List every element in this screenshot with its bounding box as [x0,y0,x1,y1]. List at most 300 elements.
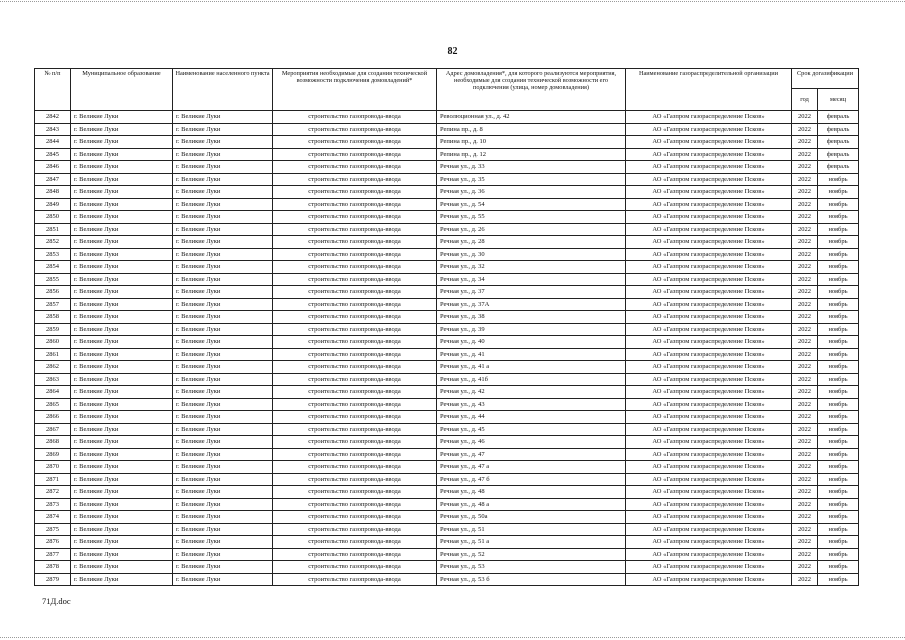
cell-org: АО «Газпром газораспределение Псков» [626,423,792,436]
cell-year: 2022 [792,211,818,224]
cell-measures: строительство газопровода-ввода [273,323,437,336]
cell-address: Речная ул., д. 54 [437,198,626,211]
cell-address: Революционная ул., д. 42 [437,111,626,124]
table-row [35,498,859,511]
cell-measures: строительство газопровода-ввода [273,148,437,161]
cell-measures: строительство газопровода-ввода [273,161,437,174]
col-header-settlement: Наименование населенного пункта [173,69,273,111]
cell-year: 2022 [792,111,818,124]
table-row [35,248,859,261]
cell-measures: строительство газопровода-ввода [273,286,437,299]
cell-month: ноябрь [818,386,859,399]
cell-measures: строительство газопровода-ввода [273,373,437,386]
table-row [35,461,859,474]
cell-settlement: г. Великие Луки [173,273,273,286]
cell-num: 2859 [35,323,71,336]
cell-settlement: г. Великие Луки [173,473,273,486]
cell-municipality: г. Великие Луки [71,273,173,286]
cell-org: АО «Газпром газораспределение Псков» [626,473,792,486]
cell-org: АО «Газпром газораспределение Псков» [626,523,792,536]
cell-municipality: г. Великие Луки [71,361,173,374]
table-row [35,548,859,561]
cell-settlement: г. Великие Луки [173,336,273,349]
cell-year: 2022 [792,436,818,449]
cell-year: 2022 [792,373,818,386]
cell-municipality: г. Великие Луки [71,286,173,299]
cell-settlement: г. Великие Луки [173,386,273,399]
cell-month: ноябрь [818,548,859,561]
cell-settlement: г. Великие Луки [173,561,273,574]
cell-municipality: г. Великие Луки [71,186,173,199]
cell-settlement: г. Великие Луки [173,573,273,586]
cell-month: февраль [818,111,859,124]
table-row [35,286,859,299]
cell-settlement: г. Великие Луки [173,123,273,136]
cell-municipality: г. Великие Луки [71,223,173,236]
cell-org: АО «Газпром газораспределение Псков» [626,236,792,249]
cell-address: Речная ул., д. 50а [437,511,626,524]
cell-month: ноябрь [818,448,859,461]
cell-month: ноябрь [818,186,859,199]
cell-org: АО «Газпром газораспределение Псков» [626,548,792,561]
table-row [35,486,859,499]
cell-municipality: г. Великие Луки [71,111,173,124]
cell-municipality: г. Великие Луки [71,236,173,249]
cell-address: Речная ул., д. 41 [437,348,626,361]
cell-measures: строительство газопровода-ввода [273,511,437,524]
cell-org: АО «Газпром газораспределение Псков» [626,186,792,199]
cell-year: 2022 [792,461,818,474]
cell-year: 2022 [792,286,818,299]
cell-settlement: г. Великие Луки [173,148,273,161]
cell-settlement: г. Великие Луки [173,211,273,224]
cell-municipality: г. Великие Луки [71,411,173,424]
cell-address: Репина пр., д. 12 [437,148,626,161]
cell-year: 2022 [792,298,818,311]
cell-municipality: г. Великие Луки [71,498,173,511]
cell-num: 2871 [35,473,71,486]
cell-num: 2860 [35,336,71,349]
cell-year: 2022 [792,361,818,374]
cell-month: ноябрь [818,511,859,524]
table-row [35,348,859,361]
cell-org: АО «Газпром газораспределение Псков» [626,486,792,499]
cell-municipality: г. Великие Луки [71,348,173,361]
cell-year: 2022 [792,198,818,211]
cell-year: 2022 [792,486,818,499]
cell-org: АО «Газпром газораспределение Псков» [626,111,792,124]
cell-year: 2022 [792,536,818,549]
cell-num: 2857 [35,298,71,311]
cell-num: 2878 [35,561,71,574]
cell-settlement: г. Великие Луки [173,311,273,324]
cell-municipality: г. Великие Луки [71,173,173,186]
cell-num: 2851 [35,223,71,236]
cell-measures: строительство газопровода-ввода [273,211,437,224]
cell-settlement: г. Великие Луки [173,436,273,449]
cell-org: АО «Газпром газораспределение Псков» [626,173,792,186]
cell-year: 2022 [792,248,818,261]
table-row [35,311,859,324]
table-row [35,398,859,411]
cell-measures: строительство газопровода-ввода [273,186,437,199]
cell-address: Речная ул., д. 43 [437,398,626,411]
cell-month: ноябрь [818,273,859,286]
cell-num: 2867 [35,423,71,436]
table-row [35,423,859,436]
cell-year: 2022 [792,448,818,461]
cell-measures: строительство газопровода-ввода [273,311,437,324]
cell-month: ноябрь [818,536,859,549]
cell-org: АО «Газпром газораспределение Псков» [626,436,792,449]
cell-year: 2022 [792,548,818,561]
cell-measures: строительство газопровода-ввода [273,461,437,474]
cell-org: АО «Газпром газораспределение Псков» [626,461,792,474]
cell-year: 2022 [792,148,818,161]
cell-settlement: г. Великие Луки [173,448,273,461]
col-header-measures: Мероприятия необходимые для создания технической возможности подключения домовладений* [273,69,437,111]
cell-address: Речная ул., д. 46 [437,436,626,449]
cell-address: Речная ул., д. 53 б [437,573,626,586]
cell-settlement: г. Великие Луки [173,286,273,299]
cell-measures: строительство газопровода-ввода [273,223,437,236]
cell-year: 2022 [792,186,818,199]
cell-num: 2854 [35,261,71,274]
cell-settlement: г. Великие Луки [173,298,273,311]
cell-measures: строительство газопровода-ввода [273,423,437,436]
cell-address: Речная ул., д. 53 [437,561,626,574]
cell-municipality: г. Великие Луки [71,386,173,399]
cell-municipality: г. Великие Луки [71,298,173,311]
cell-month: ноябрь [818,348,859,361]
cell-org: АО «Газпром газораспределение Псков» [626,498,792,511]
cell-num: 2855 [35,273,71,286]
table-row [35,536,859,549]
cell-num: 2849 [35,198,71,211]
cell-org: АО «Газпром газораспределение Псков» [626,136,792,149]
cell-num: 2843 [35,123,71,136]
cell-num: 2846 [35,161,71,174]
cell-year: 2022 [792,561,818,574]
cell-year: 2022 [792,173,818,186]
cell-org: АО «Газпром газораспределение Псков» [626,198,792,211]
table-row [35,223,859,236]
cell-address: Речная ул., д. 26 [437,223,626,236]
cell-month: ноябрь [818,436,859,449]
cell-municipality: г. Великие Луки [71,248,173,261]
table-row [35,186,859,199]
cell-month: ноябрь [818,373,859,386]
cell-org: АО «Газпром газораспределение Псков» [626,123,792,136]
cell-municipality: г. Великие Луки [71,311,173,324]
cell-org: АО «Газпром газораспределение Псков» [626,273,792,286]
cell-settlement: г. Великие Луки [173,136,273,149]
cell-measures: строительство газопровода-ввода [273,298,437,311]
col-header-address: Адрес домовладения*, для которого реализуются мероприятия, необходимые для создания технической возможности его подключения (улица, номер домовладения) [437,69,626,111]
cell-municipality: г. Великие Луки [71,161,173,174]
cell-municipality: г. Великие Луки [71,336,173,349]
footer-filename: 71Д.doc [42,596,71,606]
cell-measures: строительство газопровода-ввода [273,536,437,549]
table-row [35,411,859,424]
cell-address: Речная ул., д. 28 [437,236,626,249]
cell-measures: строительство газопровода-ввода [273,436,437,449]
cell-municipality: г. Великие Луки [71,561,173,574]
cell-measures: строительство газопровода-ввода [273,573,437,586]
cell-settlement: г. Великие Луки [173,461,273,474]
cell-measures: строительство газопровода-ввода [273,273,437,286]
cell-org: АО «Газпром газораспределение Псков» [626,286,792,299]
cell-measures: строительство газопровода-ввода [273,361,437,374]
cell-year: 2022 [792,273,818,286]
cell-address: Речная ул., д. 55 [437,211,626,224]
cell-num: 2864 [35,386,71,399]
cell-year: 2022 [792,498,818,511]
cell-municipality: г. Великие Луки [71,123,173,136]
cell-settlement: г. Великие Луки [173,486,273,499]
table-row [35,473,859,486]
cell-measures: строительство газопровода-ввода [273,111,437,124]
cell-municipality: г. Великие Луки [71,198,173,211]
cell-num: 2865 [35,398,71,411]
cell-num: 2848 [35,186,71,199]
cell-settlement: г. Великие Луки [173,223,273,236]
table-row [35,161,859,174]
table-row [35,386,859,399]
cell-settlement: г. Великие Луки [173,523,273,536]
cell-month: ноябрь [818,573,859,586]
cell-municipality: г. Великие Луки [71,573,173,586]
cell-month: ноябрь [818,261,859,274]
cell-org: АО «Газпром газораспределение Псков» [626,211,792,224]
cell-municipality: г. Великие Луки [71,211,173,224]
cell-measures: строительство газопровода-ввода [273,348,437,361]
cell-month: февраль [818,136,859,149]
cell-address: Речная ул., д. 37А [437,298,626,311]
cell-settlement: г. Великие Луки [173,361,273,374]
cell-year: 2022 [792,161,818,174]
table-row [35,198,859,211]
cell-settlement: г. Великие Луки [173,536,273,549]
table-body [35,111,859,586]
cell-measures: строительство газопровода-ввода [273,398,437,411]
cell-org: АО «Газпром газораспределение Псков» [626,561,792,574]
cell-org: АО «Газпром газораспределение Псков» [626,411,792,424]
cell-month: ноябрь [818,361,859,374]
cell-month: ноябрь [818,236,859,249]
col-header-month: месяц [818,89,859,111]
cell-address: Речная ул., д. 32 [437,261,626,274]
table-row [35,211,859,224]
cell-address: Речная ул., д. 45 [437,423,626,436]
cell-address: Речная ул., д. 42 [437,386,626,399]
cell-year: 2022 [792,236,818,249]
cell-measures: строительство газопровода-ввода [273,123,437,136]
cell-year: 2022 [792,573,818,586]
cell-measures: строительство газопровода-ввода [273,411,437,424]
cell-measures: строительство газопровода-ввода [273,136,437,149]
cell-address: Речная ул., д. 51 [437,523,626,536]
col-header-org: Наименование газораспределительной организации [626,69,792,111]
cell-measures: строительство газопровода-ввода [273,198,437,211]
cell-address: Речная ул., д. 34 [437,273,626,286]
cell-year: 2022 [792,311,818,324]
table-row [35,361,859,374]
cell-org: АО «Газпром газораспределение Псков» [626,373,792,386]
col-header-year: год [792,89,818,111]
cell-num: 2874 [35,511,71,524]
cell-num: 2870 [35,461,71,474]
cell-num: 2853 [35,248,71,261]
cell-org: АО «Газпром газораспределение Псков» [626,573,792,586]
cell-org: АО «Газпром газораспределение Псков» [626,448,792,461]
table-row [35,136,859,149]
col-header-num: № п/п [35,69,71,111]
table-row [35,436,859,449]
table-row [35,561,859,574]
cell-month: ноябрь [818,486,859,499]
table-row [35,511,859,524]
cell-measures: строительство газопровода-ввода [273,523,437,536]
table-row [35,111,859,124]
cell-org: АО «Газпром газораспределение Псков» [626,298,792,311]
cell-month: ноябрь [818,311,859,324]
cell-month: ноябрь [818,223,859,236]
cell-month: ноябрь [818,198,859,211]
cell-measures: строительство газопровода-ввода [273,261,437,274]
cell-month: ноябрь [818,323,859,336]
table-row [35,148,859,161]
cell-settlement: г. Великие Луки [173,198,273,211]
top-scan-border [0,1,905,2]
cell-measures: строительство газопровода-ввода [273,486,437,499]
cell-municipality: г. Великие Луки [71,136,173,149]
cell-address: Речная ул., д. 52 [437,548,626,561]
cell-settlement: г. Великие Луки [173,348,273,361]
table-row [35,448,859,461]
cell-month: ноябрь [818,473,859,486]
cell-num: 2845 [35,148,71,161]
table-row [35,373,859,386]
cell-address: Речная ул., д. 47 [437,448,626,461]
cell-settlement: г. Великие Луки [173,511,273,524]
cell-address: Речная ул., д. 35 [437,173,626,186]
cell-month: ноябрь [818,298,859,311]
col-header-municipality: Муниципальное образование [71,69,173,111]
cell-org: АО «Газпром газораспределение Псков» [626,336,792,349]
cell-year: 2022 [792,423,818,436]
cell-settlement: г. Великие Луки [173,161,273,174]
cell-year: 2022 [792,123,818,136]
cell-municipality: г. Великие Луки [71,436,173,449]
cell-num: 2879 [35,573,71,586]
cell-month: ноябрь [818,286,859,299]
cell-num: 2875 [35,523,71,536]
cell-address: Репина пр., д. 10 [437,136,626,149]
cell-month: февраль [818,123,859,136]
cell-address: Речная ул., д. 41 а [437,361,626,374]
cell-municipality: г. Великие Луки [71,323,173,336]
table-row [35,298,859,311]
cell-settlement: г. Великие Луки [173,498,273,511]
cell-num: 2852 [35,236,71,249]
cell-municipality: г. Великие Луки [71,511,173,524]
cell-year: 2022 [792,398,818,411]
cell-month: ноябрь [818,248,859,261]
cell-num: 2868 [35,436,71,449]
cell-municipality: г. Великие Луки [71,423,173,436]
cell-municipality: г. Великие Луки [71,523,173,536]
cell-org: АО «Газпром газораспределение Псков» [626,311,792,324]
cell-org: АО «Газпром газораспределение Псков» [626,386,792,399]
cell-address: Репина пр., д. 8 [437,123,626,136]
cell-org: АО «Газпром газораспределение Псков» [626,161,792,174]
cell-month: ноябрь [818,461,859,474]
cell-measures: строительство газопровода-ввода [273,236,437,249]
table-row [35,336,859,349]
table-row [35,573,859,586]
cell-settlement: г. Великие Луки [173,248,273,261]
cell-measures: строительство газопровода-ввода [273,173,437,186]
cell-num: 2873 [35,498,71,511]
cell-month: февраль [818,148,859,161]
cell-settlement: г. Великие Луки [173,186,273,199]
table-row [35,273,859,286]
cell-month: ноябрь [818,173,859,186]
cell-num: 2861 [35,348,71,361]
cell-month: февраль [818,161,859,174]
cell-measures: строительство газопровода-ввода [273,448,437,461]
cell-num: 2847 [35,173,71,186]
cell-municipality: г. Великие Луки [71,536,173,549]
cell-year: 2022 [792,511,818,524]
cell-address: Речная ул., д. 48 а [437,498,626,511]
cell-month: ноябрь [818,498,859,511]
cell-num: 2850 [35,211,71,224]
cell-org: АО «Газпром газораспределение Псков» [626,148,792,161]
cell-measures: строительство газопровода-ввода [273,561,437,574]
cell-org: АО «Газпром газораспределение Псков» [626,223,792,236]
cell-month: ноябрь [818,411,859,424]
page-number: 82 [447,46,458,57]
cell-address: Речная ул., д. 33 [437,161,626,174]
cell-num: 2862 [35,361,71,374]
cell-address: Речная ул., д. 40 [437,336,626,349]
cell-settlement: г. Великие Луки [173,261,273,274]
cell-measures: строительство газопровода-ввода [273,473,437,486]
cell-org: АО «Газпром газораспределение Псков» [626,261,792,274]
cell-year: 2022 [792,523,818,536]
cell-settlement: г. Великие Луки [173,411,273,424]
cell-month: ноябрь [818,398,859,411]
cell-settlement: г. Великие Луки [173,173,273,186]
cell-address: Речная ул., д. 47 б [437,473,626,486]
cell-settlement: г. Великие Луки [173,398,273,411]
cell-municipality: г. Великие Луки [71,261,173,274]
cell-municipality: г. Великие Луки [71,473,173,486]
cell-num: 2872 [35,486,71,499]
table-row [35,236,859,249]
cell-year: 2022 [792,411,818,424]
cell-settlement: г. Великие Луки [173,323,273,336]
cell-measures: строительство газопровода-ввода [273,548,437,561]
table-row [35,323,859,336]
gasification-table [34,68,859,586]
cell-org: АО «Газпром газораспределение Псков» [626,536,792,549]
cell-num: 2844 [35,136,71,149]
cell-measures: строительство газопровода-ввода [273,248,437,261]
cell-address: Речная ул., д. 36 [437,186,626,199]
